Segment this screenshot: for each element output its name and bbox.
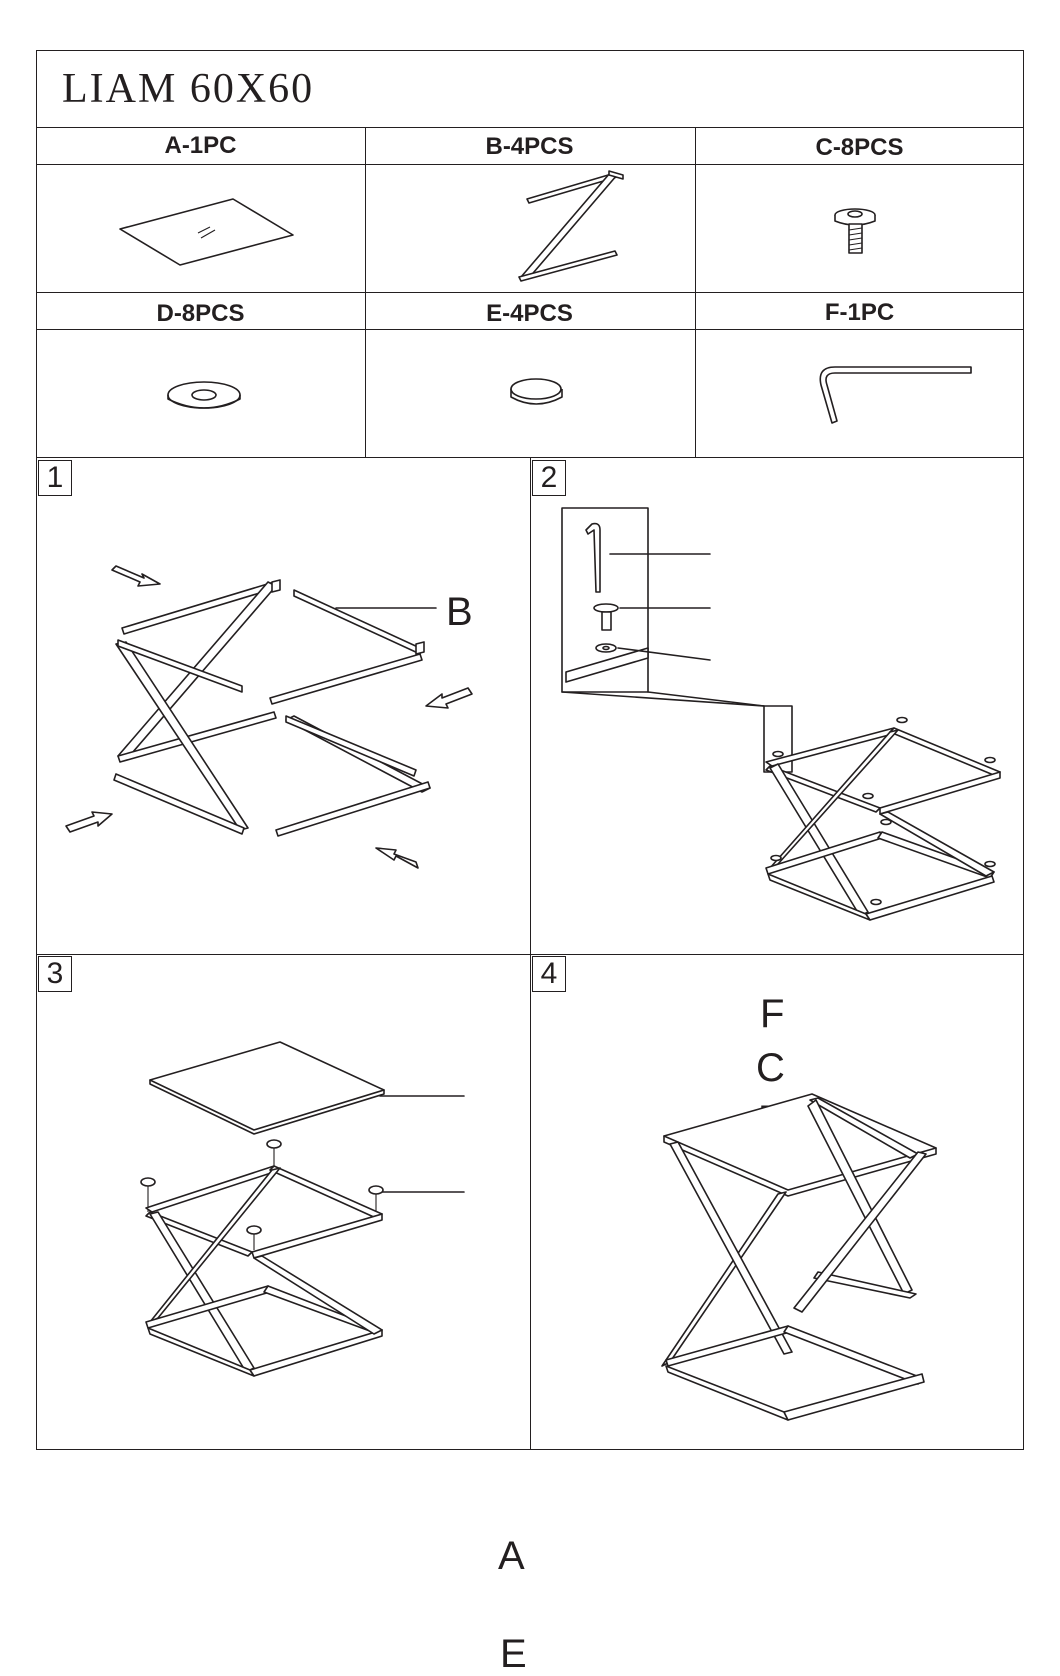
parts-table [36, 127, 1024, 458]
detail-washer [596, 644, 616, 652]
document-title: LIAM 60X60 [62, 66, 315, 112]
frame-piece-left [114, 580, 280, 834]
step-number-3: 3 [38, 956, 72, 992]
step-number-1: 1 [38, 460, 72, 496]
detail-bolt [594, 604, 618, 630]
step-2-fastening [530, 458, 1024, 954]
direction-arrow-bottom-left [66, 812, 112, 832]
callout-b: B [446, 590, 473, 634]
callout-e: E [500, 1632, 527, 1676]
part-label-c: C-8PCS [815, 134, 904, 161]
part-label-e: E-4PCS [486, 300, 573, 327]
frame-piece-right [270, 590, 430, 836]
part-label-a: A-1PC [164, 132, 237, 159]
assembled-frame [146, 1166, 382, 1376]
bolt-icon [695, 127, 1024, 292]
pad-icon [365, 329, 695, 457]
detail-frame-corner [566, 648, 648, 682]
table-rule [36, 292, 1024, 293]
part-label-d: D-8PCS [156, 300, 245, 327]
allen-key-icon [695, 329, 1024, 457]
direction-arrow-top-left [112, 566, 160, 586]
step-1-exploded-frame [36, 458, 530, 954]
part-label-f: F-1PC [824, 299, 895, 326]
step-number-4: 4 [532, 956, 566, 992]
z-frame-icon [365, 127, 695, 292]
callout-f: F [760, 992, 785, 1036]
callout-a: A [498, 1534, 525, 1578]
glass-top-icon [36, 127, 365, 292]
step-4-finished-table [530, 954, 1024, 1450]
direction-arrow-right [426, 688, 472, 708]
pad-markers [141, 1140, 383, 1250]
washer-icon [36, 329, 365, 457]
callout-c: C [756, 1046, 785, 1090]
step-number-2: 2 [532, 460, 566, 496]
assembly-steps [36, 458, 1024, 1676]
glass-top-exploded [150, 1042, 384, 1130]
part-label-b: B-4PCS [485, 133, 574, 160]
step-3-glass-placement [36, 954, 530, 1450]
direction-arrow-bottom-right [376, 848, 418, 868]
detail-allen-key [586, 524, 600, 592]
